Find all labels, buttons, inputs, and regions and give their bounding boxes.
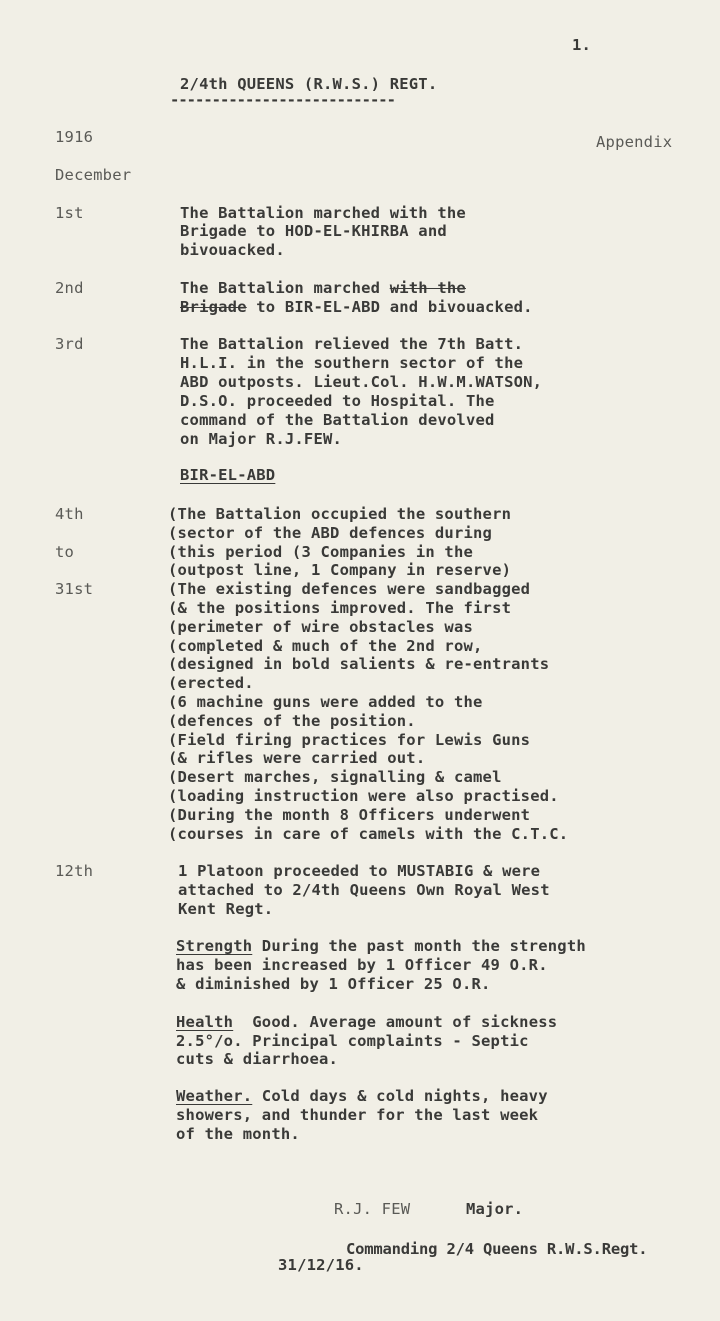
entry-line: D.S.O. proceeded to Hospital. The — [180, 392, 495, 410]
page-title: 2/4th QUEENS (R.W.S.) REGT. — [180, 75, 438, 93]
entry-line: (perimeter of wire obstacles was — [168, 618, 474, 636]
signature-title: Commanding 2/4 Queens R.W.S.Regt. — [346, 1240, 648, 1258]
title-rule: --------------------------- — [170, 91, 395, 109]
entry-date: 12th — [55, 862, 94, 880]
month: December — [55, 166, 132, 184]
entry-line: The Battalion marched with the — [180, 204, 466, 222]
entry-line: (courses in care of camels with the C.T.C. — [168, 825, 569, 843]
entry-date: 1st — [55, 204, 84, 222]
entry-line: Brigade to BIR-EL-ABD and bivouacked. — [180, 298, 533, 316]
entry-line: (completed & much of the 2nd row, — [168, 637, 483, 655]
year: 1916 — [55, 128, 94, 146]
entry-line: (loading instruction were also practised. — [168, 787, 559, 805]
entry-line: (6 machine guns were added to the — [168, 693, 483, 711]
strength-line: has been increased by 1 Officer 49 O.R. — [176, 956, 548, 974]
document-date: 31/12/16. — [278, 1256, 364, 1274]
entry-line: (designed in bold salients & re-entrants — [168, 655, 550, 673]
entry-line: attached to 2/4th Queens Own Royal West — [178, 881, 550, 899]
page-number: 1. — [572, 36, 592, 54]
health-line: cuts & diarrhoea. — [176, 1050, 339, 1068]
entry-date: 4th — [55, 505, 84, 523]
entry-date: 3rd — [55, 335, 84, 353]
weather-label: Weather. — [176, 1087, 253, 1105]
entry-line: (defences of the position. — [168, 712, 416, 730]
entry-line: (& rifles were carried out. — [168, 749, 426, 767]
entry-line: Brigade to HOD-EL-KHIRBA and — [180, 222, 447, 240]
entry-line: bivouacked. — [180, 241, 285, 259]
strength-label: Strength — [176, 937, 253, 955]
entry-line: on Major R.J.FEW. — [180, 430, 343, 448]
entry-line: (Desert marches, signalling & camel — [168, 768, 502, 786]
health-line: 2.5°/o. Principal complaints - Septic — [176, 1032, 529, 1050]
weather-line: Weather. Cold days & cold nights, heavy — [176, 1087, 548, 1105]
entry-line: (erected. — [168, 674, 254, 692]
entry-line: (this period (3 Companies in the — [168, 543, 474, 561]
entry-line: (sector of the ABD defences during — [168, 524, 493, 542]
signature-name: R.J. FEW — [334, 1200, 411, 1218]
weather-line: of the month. — [176, 1125, 300, 1143]
struck-text: with the — [389, 279, 466, 297]
health-label: Health — [176, 1013, 234, 1031]
entry-line: 1 Platoon proceeded to MUSTABIG & were — [178, 862, 541, 880]
entry-line: Kent Regt. — [178, 900, 274, 918]
entry-line: (During the month 8 Officers underwent — [168, 806, 531, 824]
location-heading: BIR-EL-ABD — [180, 466, 276, 484]
entry-line: (The existing defences were sandbagged — [168, 580, 531, 598]
entry-line: command of the Battalion devolved — [180, 411, 495, 429]
entry-date: 2nd — [55, 279, 84, 297]
entry-line: (& the positions improved. The first — [168, 599, 512, 617]
strength-line: Strength During the past month the strength — [176, 937, 586, 955]
entry-line: (outpost line, 1 Company in reserve) — [168, 561, 512, 579]
entry-line: (The Battalion occupied the southern — [168, 505, 512, 523]
signature-rank: Major. — [466, 1200, 524, 1218]
weather-line: showers, and thunder for the last week — [176, 1106, 539, 1124]
entry-line: ABD outposts. Lieut.Col. H.W.M.WATSON, — [180, 373, 543, 391]
entry-date-to: to — [55, 543, 75, 561]
appendix-label: Appendix — [596, 133, 673, 151]
entry-date: 31st — [55, 580, 94, 598]
health-line: Health Good. Average amount of sickness — [176, 1013, 558, 1031]
struck-text: Brigade — [180, 298, 247, 316]
entry-line: H.L.I. in the southern sector of the — [180, 354, 524, 372]
entry-line: The Battalion marched with the — [180, 279, 466, 297]
entry-line: (Field firing practices for Lewis Guns — [168, 731, 531, 749]
entry-line: The Battalion relieved the 7th Batt. — [180, 335, 524, 353]
strength-line: & diminished by 1 Officer 25 O.R. — [176, 975, 491, 993]
